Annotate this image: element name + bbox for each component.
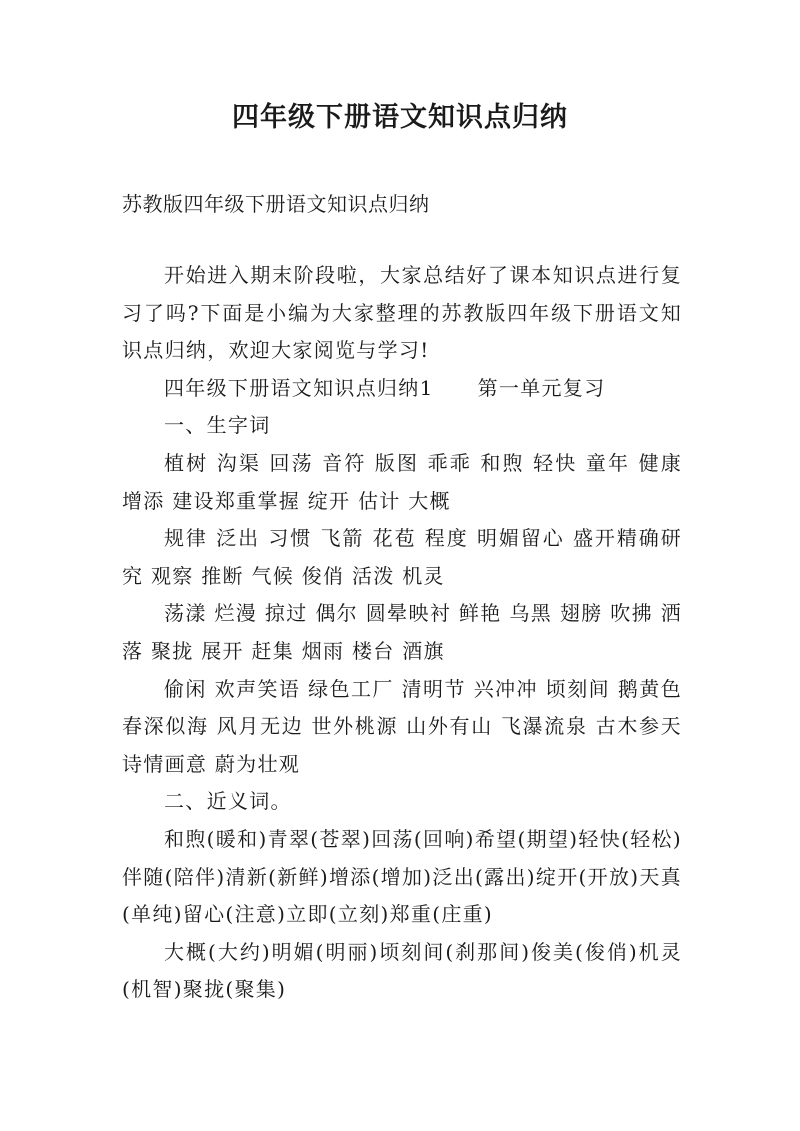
vocab-paragraph-2: 规律 泛出 习惯 飞箭 花苞 程度 明媚留心 盛开精确研究 观察 推断 气候 俊俏 活泼 机灵	[122, 526, 682, 588]
vocab-paragraph-1: 植树 沟渠 回荡 音符 版图 乖乖 和煦 轻快 童年 健康 增添 建设郑重掌握 绽开 估计 大概	[122, 450, 682, 513]
intro-paragraph: 开始进入期末阶段啦，大家总结好了课本知识点进行复习了吗?下面是小编为大家整理的苏教版四年级下册语文知识点归纳，欢迎大家阅览与学习!	[122, 263, 682, 363]
unit-heading: 第一单元复习	[477, 375, 606, 400]
document-title: 四年级下册语文知识点归纳	[232, 102, 568, 133]
section-heading-row	[122, 370, 682, 408]
document-body	[122, 257, 682, 1009]
vocab-paragraph-3: 荡漾 烂漫 掠过 偶尔 圆晕映衬 鲜艳 乌黑 翅膀 吹拂 洒落 聚拢 展开 赶集 烟雨 楼台 酒旗	[122, 601, 682, 663]
synonym-heading: 二、近义词。	[164, 789, 292, 814]
document-subtitle: 苏教版四年级下册语文知识点归纳	[122, 192, 430, 216]
section-heading: 四年级下册语文知识点归纳1	[164, 375, 434, 400]
vocab-heading: 一、生字词	[164, 413, 271, 438]
synonym-paragraph-1: 和煦(暖和)青翠(苍翠)回荡(回响)希望(期望)轻快(轻松)伴随(陪伴)清新(新鲜)增添(增加)泛出(露出)绽开(开放)天真(单纯)留心(注意)立即(立刻)郑重(庄重)	[122, 826, 682, 927]
synonym-paragraph-2: 大概(大约)明媚(明丽)顷刻间(刹那间)俊美(俊俏)机灵(机智)聚拢(聚集)	[122, 939, 682, 1002]
vocab-paragraph-4: 偷闲 欢声笑语 绿色工厂 清明节 兴冲冲 顷刻间 鹅黄色 春深似海 风月无边 世外桃源 山外有山 飞瀑流泉 古木参天诗情画意 蔚为壮观	[122, 676, 682, 776]
